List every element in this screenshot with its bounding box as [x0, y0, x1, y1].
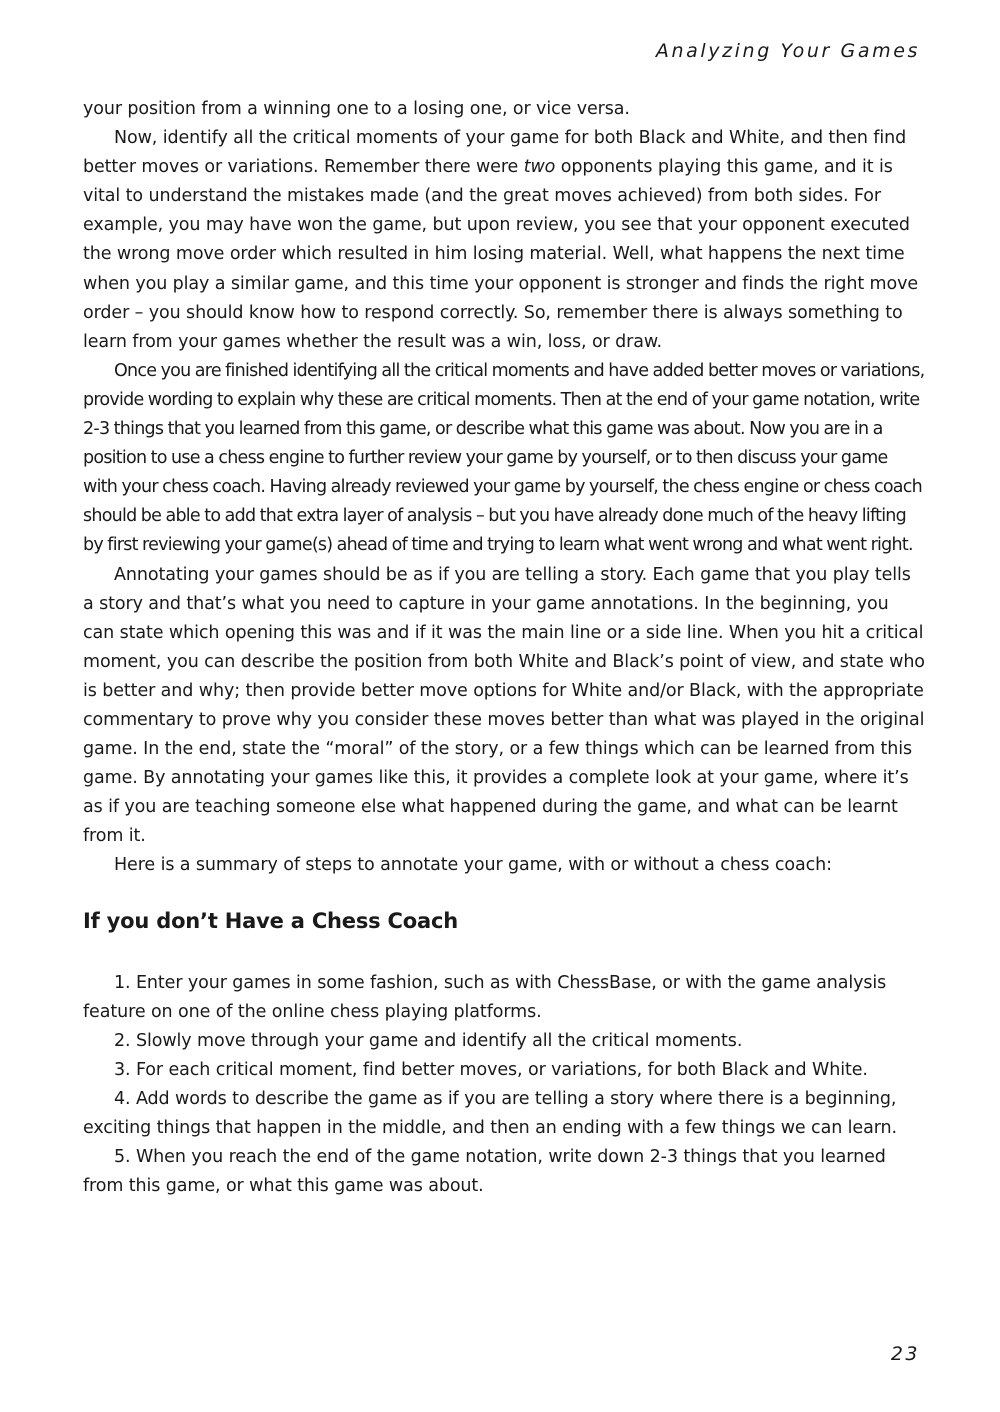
paragraph-critical-moments: [83, 124, 925, 357]
paragraph-text: opponents playing this game, and it is vital to understand the mistakes made (and the great moves achieved) from both sides. For example, you may have won the game, but upon review, you see that your opponent executed the wrong move order which resulted in him losing material. Well, what happens the next time when you play a similar game, and this time your opponent is stronger and finds the right move order – you should know how to respond correctly. So, remember there is always something to learn from your games whether the result was a win, loss, or draw.: [83, 157, 919, 352]
step-item: 3. For each critical moment, find better moves, or variations, for both Black and White.: [114, 1059, 868, 1080]
step-item: 1. Enter your games in some fashion, such as with ChessBase, or with the game analysis feature on one of the online chess playing platforms.: [83, 972, 887, 1022]
step-item: 4. Add words to describe the game as if you are telling a story where there is a beginning, exciting things that happen in the middle, and then an ending with a few things we can learn.: [83, 1088, 897, 1138]
step-item: 2. Slowly move through your game and identify all the critical moments.: [114, 1030, 743, 1051]
steps-list: [83, 969, 925, 1202]
paragraph-continuation: your position from a winning one to a losing one, or vice versa.: [83, 99, 630, 119]
paragraph-text: Now, identify all the critical moments of your game for both Black and White, and then find better moves or variations. Remember there were: [83, 128, 907, 178]
section-heading: If you don’t Have a Chess Coach: [83, 908, 458, 933]
page-number: 23: [890, 1343, 920, 1365]
step-item: 5. When you reach the end of the game notation, write down 2-3 things that you learned from this game, or what this game was about.: [83, 1147, 886, 1197]
page-body: [83, 95, 925, 1201]
paragraph-story: Annotating your games should be as if you are telling a story. Each game that you play tells a story and that’s what you need to capture in your game annotations. In the beginning, you can state which opening this was and if it was the main line or a side line. When you hit a critical moment, you can describe the position from both White and Black’s point of view, and state who is better and why; then provide better move options for White and/or Black, with the appropriate commentary to prove why you consider these moves better than what was played in the original game. In the end, state the “moral” of the story, or a few things which can be learned from this game. By annotating your games like this, it provides a complete look at your game, where it’s as if you are teaching someone else what happened during the game, and what can be learnt from it.: [83, 564, 925, 847]
running-head: Analyzing Your Games: [655, 40, 920, 62]
paragraph-wording: Once you are finished identifying all the critical moments and have added better moves or variations, provide wording to explain why these are critical moments. Then at the end of your game notation, write 2-3 things that you learned from this game, or describe what this game was about. Now you are in a position to use a chess engine to further review your game by yourself, or to then discuss your game with your chess coach. Having already reviewed your game by yourself, the chess engine or chess coach should be able to add that extra layer of analysis – but you have already done much of the heavy lifting by first reviewing your game(s) ahead of time and trying to learn what went wrong and what went right.: [83, 360, 925, 556]
emphasis-text: two: [523, 157, 556, 178]
paragraph-summary-intro: Here is a summary of steps to annotate your game, with or without a chess coach:: [114, 855, 832, 876]
